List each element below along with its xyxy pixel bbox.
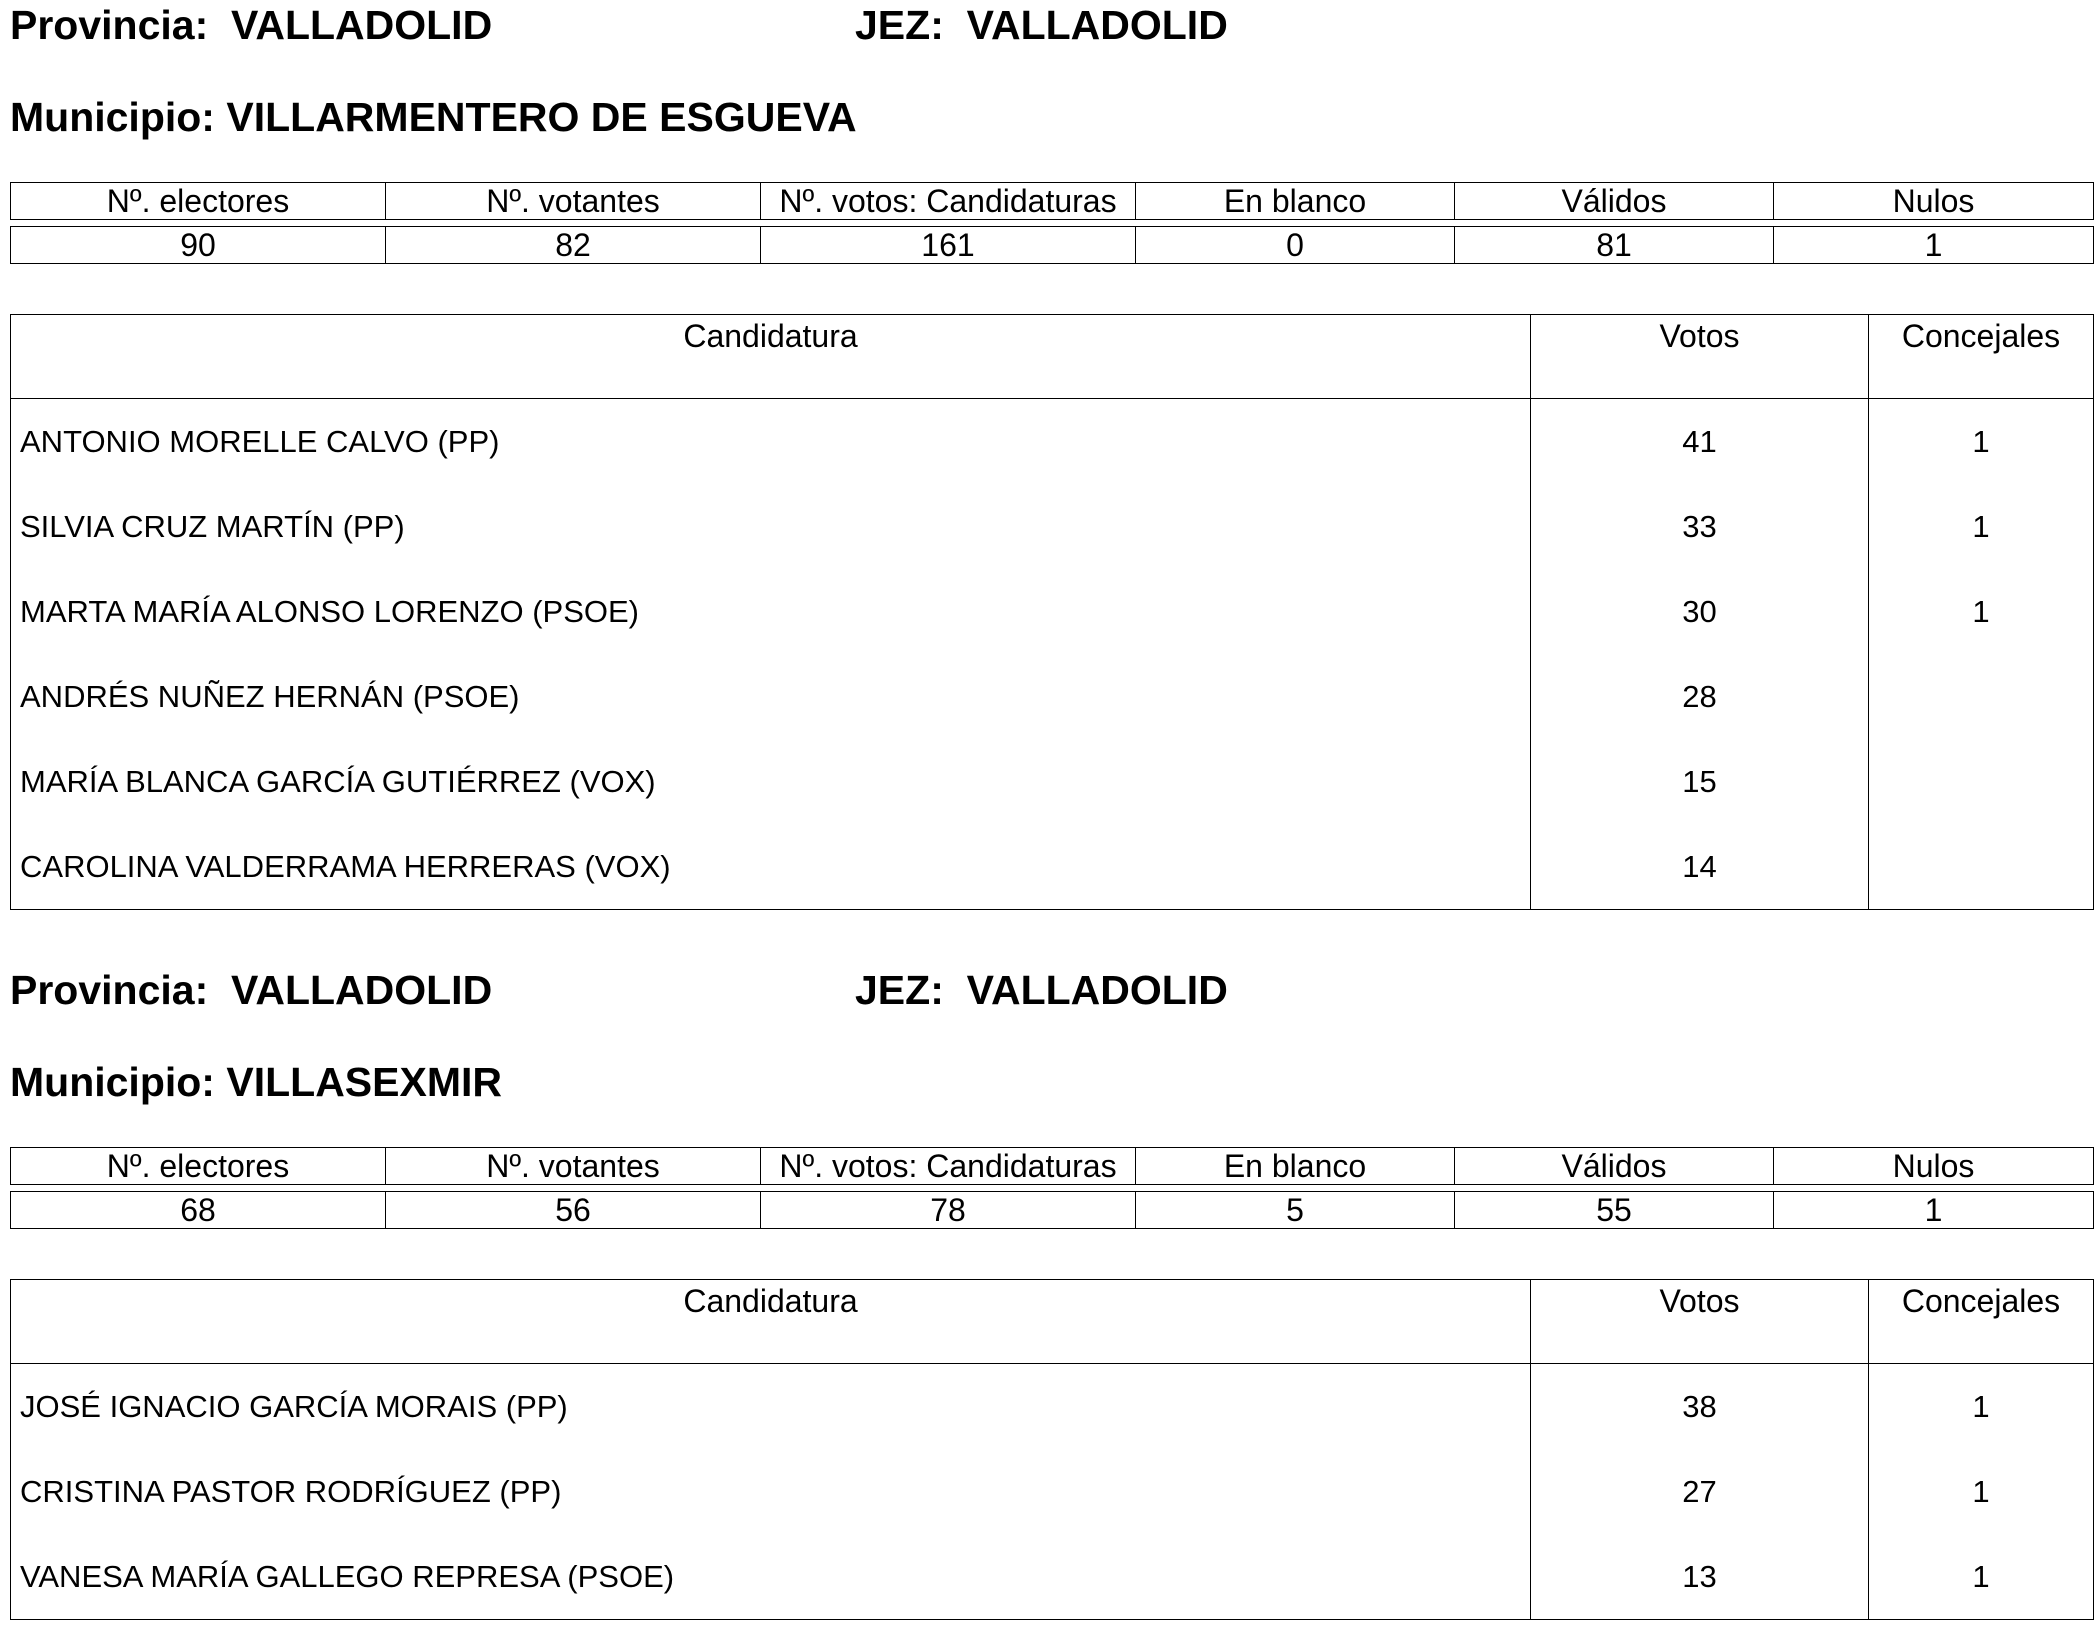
col-votos-header: Votos bbox=[1531, 315, 1869, 399]
stats-value-cell: 5 bbox=[1136, 1192, 1455, 1229]
jez-heading bbox=[855, 0, 1228, 50]
stats-header-cell: Nº. votos: Candidaturas bbox=[761, 183, 1136, 220]
stats-value-cell: 56 bbox=[386, 1192, 761, 1229]
candidates-header-row bbox=[11, 1280, 2094, 1364]
jez-value: VALLADOLID bbox=[966, 2, 1228, 48]
provincia-label: Provincia: bbox=[10, 967, 209, 1013]
candidates-table bbox=[10, 314, 2094, 910]
municipio-heading bbox=[10, 1057, 502, 1107]
table-row bbox=[11, 1449, 2094, 1534]
table-row bbox=[11, 739, 2094, 824]
stats-header-row bbox=[11, 1148, 2094, 1185]
table-row bbox=[11, 569, 2094, 654]
municipio-label: Municipio: bbox=[10, 94, 215, 140]
candidate-name: VANESA MARÍA GALLEGO REPRESA (PSOE) bbox=[11, 1534, 1531, 1620]
municipio-value: VILLASEXMIR bbox=[226, 1059, 503, 1105]
candidate-name: JOSÉ IGNACIO GARCÍA MORAIS (PP) bbox=[11, 1364, 1531, 1450]
candidate-concejales: 1 bbox=[1869, 484, 2094, 569]
stats-value-cell: 0 bbox=[1136, 227, 1455, 264]
candidate-name: CAROLINA VALDERRAMA HERRERAS (VOX) bbox=[11, 824, 1531, 910]
candidate-name: MARTA MARÍA ALONSO LORENZO (PSOE) bbox=[11, 569, 1531, 654]
table-row bbox=[11, 824, 2094, 910]
candidate-votos: 28 bbox=[1531, 654, 1869, 739]
jez-label: JEZ: bbox=[855, 2, 944, 48]
stats-header-cell: Válidos bbox=[1455, 1148, 1774, 1185]
candidates-header-row bbox=[11, 315, 2094, 399]
stats-value-cell: 55 bbox=[1455, 1192, 1774, 1229]
stats-header-row bbox=[11, 183, 2094, 220]
municipality-section-2 bbox=[0, 965, 2099, 1625]
provincia-heading bbox=[10, 965, 492, 1015]
stats-value-cell: 161 bbox=[761, 227, 1136, 264]
candidate-name: ANDRÉS NUÑEZ HERNÁN (PSOE) bbox=[11, 654, 1531, 739]
col-concejales-header: Concejales bbox=[1869, 315, 2094, 399]
table-row bbox=[11, 484, 2094, 569]
stats-value-cell: 90 bbox=[11, 227, 386, 264]
candidate-name: CRISTINA PASTOR RODRÍGUEZ (PP) bbox=[11, 1449, 1531, 1534]
stats-header-cell: Nº. votantes bbox=[386, 183, 761, 220]
stats-header-cell: Nº. electores bbox=[11, 183, 386, 220]
candidate-name: ANTONIO MORELLE CALVO (PP) bbox=[11, 399, 1531, 485]
stats-table bbox=[10, 1147, 2094, 1229]
municipio-heading bbox=[10, 92, 857, 142]
candidate-concejales: 1 bbox=[1869, 1449, 2094, 1534]
stats-value-cell: 82 bbox=[386, 227, 761, 264]
stats-header-cell: Nº. votantes bbox=[386, 1148, 761, 1185]
jez-heading bbox=[855, 965, 1228, 1015]
stats-header-cell: Válidos bbox=[1455, 183, 1774, 220]
col-candidatura-header: Candidatura bbox=[11, 315, 1531, 399]
table-row bbox=[11, 1534, 2094, 1620]
candidate-concejales bbox=[1869, 824, 2094, 910]
stats-value-row bbox=[11, 1192, 2094, 1229]
stats-header-cell: Nº. electores bbox=[11, 1148, 386, 1185]
stats-value-cell: 81 bbox=[1455, 227, 1774, 264]
stats-value-cell: 1 bbox=[1774, 227, 2094, 264]
candidate-concejales: 1 bbox=[1869, 1534, 2094, 1620]
provincia-label: Provincia: bbox=[10, 2, 209, 48]
candidates-table bbox=[10, 1279, 2094, 1620]
candidate-votos: 30 bbox=[1531, 569, 1869, 654]
municipio-label: Municipio: bbox=[10, 1059, 215, 1105]
jez-value: VALLADOLID bbox=[966, 967, 1228, 1013]
stats-header-cell: Nulos bbox=[1774, 1148, 2094, 1185]
stats-spacer bbox=[11, 1185, 2094, 1192]
candidate-votos: 41 bbox=[1531, 399, 1869, 485]
table-row bbox=[11, 654, 2094, 739]
candidate-name: SILVIA CRUZ MARTÍN (PP) bbox=[11, 484, 1531, 569]
stats-header-cell: En blanco bbox=[1136, 1148, 1455, 1185]
candidate-concejales: 1 bbox=[1869, 569, 2094, 654]
jez-label: JEZ: bbox=[855, 967, 944, 1013]
stats-header-cell: Nulos bbox=[1774, 183, 2094, 220]
candidate-concejales bbox=[1869, 739, 2094, 824]
stats-spacer bbox=[11, 220, 2094, 227]
table-row bbox=[11, 1364, 2094, 1450]
col-concejales-header: Concejales bbox=[1869, 1280, 2094, 1364]
provincia-value: VALLADOLID bbox=[231, 967, 493, 1013]
candidate-concejales: 1 bbox=[1869, 399, 2094, 485]
table-row bbox=[11, 399, 2094, 485]
candidate-votos: 15 bbox=[1531, 739, 1869, 824]
col-candidatura-header: Candidatura bbox=[11, 1280, 1531, 1364]
provincia-heading bbox=[10, 0, 492, 50]
stats-value-cell: 68 bbox=[11, 1192, 386, 1229]
candidate-votos: 38 bbox=[1531, 1364, 1869, 1450]
candidate-votos: 33 bbox=[1531, 484, 1869, 569]
stats-value-row bbox=[11, 227, 2094, 264]
candidate-votos: 27 bbox=[1531, 1449, 1869, 1534]
candidate-name: MARÍA BLANCA GARCÍA GUTIÉRREZ (VOX) bbox=[11, 739, 1531, 824]
candidate-votos: 14 bbox=[1531, 824, 1869, 910]
candidate-concejales: 1 bbox=[1869, 1364, 2094, 1450]
col-votos-header: Votos bbox=[1531, 1280, 1869, 1364]
stats-value-cell: 1 bbox=[1774, 1192, 2094, 1229]
provincia-value: VALLADOLID bbox=[231, 2, 493, 48]
stats-header-cell: En blanco bbox=[1136, 183, 1455, 220]
candidate-votos: 13 bbox=[1531, 1534, 1869, 1620]
stats-header-cell: Nº. votos: Candidaturas bbox=[761, 1148, 1136, 1185]
stats-value-cell: 78 bbox=[761, 1192, 1136, 1229]
candidate-concejales bbox=[1869, 654, 2094, 739]
stats-table bbox=[10, 182, 2094, 264]
municipio-value: VILLARMENTERO DE ESGUEVA bbox=[226, 94, 857, 140]
